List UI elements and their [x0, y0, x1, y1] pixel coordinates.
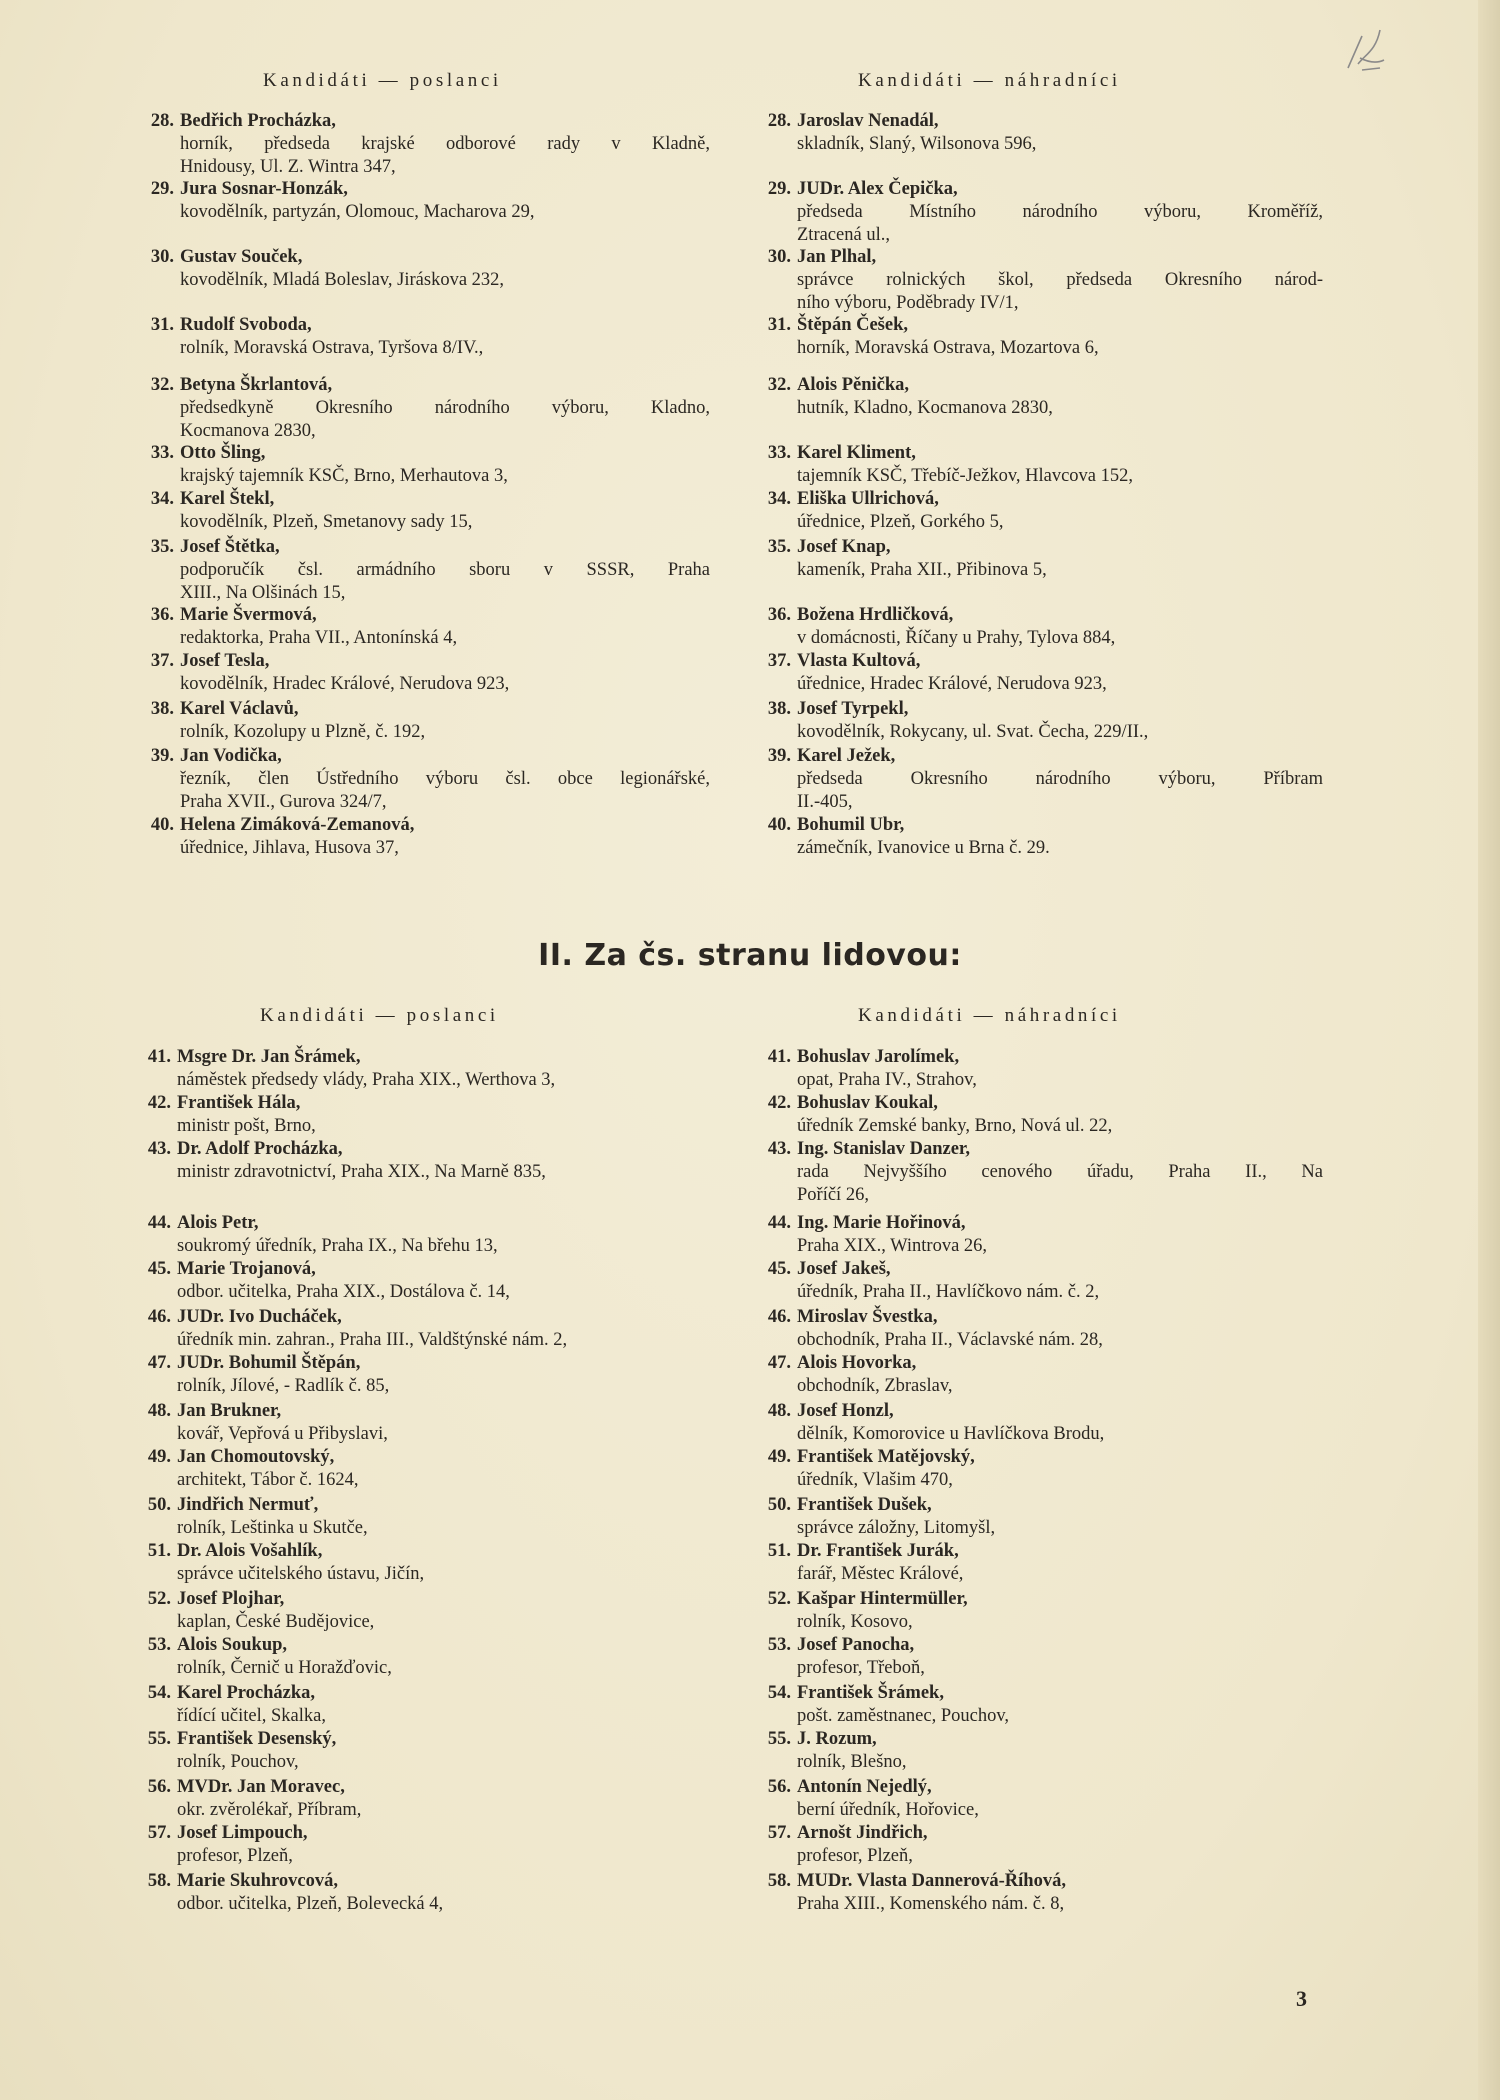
- page-number: 3: [1296, 1986, 1307, 2011]
- candidate-number: 44.: [147, 1213, 171, 1233]
- candidate-details: profesor, Třeboň,: [797, 1658, 925, 1678]
- candidate-details: odbor. učitelka, Praha XIX., Dostálova č. 14,: [177, 1282, 510, 1302]
- candidate-name: Kašpar Hintermüller,: [797, 1589, 968, 1609]
- candidate-number: 50.: [147, 1495, 171, 1515]
- candidate-entry: [147, 1494, 710, 1540]
- candidate-name: Josef Panocha,: [797, 1635, 915, 1655]
- candidate-entry: [767, 1446, 1323, 1492]
- candidate-number: 51.: [767, 1541, 791, 1561]
- candidate-name: Božena Hrdličková,: [797, 605, 954, 625]
- candidate-number: 48.: [147, 1401, 171, 1421]
- candidate-number: 28.: [150, 111, 174, 131]
- candidate-entry: [767, 1776, 1323, 1822]
- candidate-name: Karel Václavů,: [180, 699, 299, 719]
- candidate-number: 43.: [147, 1139, 171, 1159]
- candidate-entry: [767, 178, 1323, 247]
- candidate-details: hutník, Kladno, Kocmanova 2830,: [797, 398, 1053, 418]
- candidate-entry: [147, 1446, 710, 1492]
- candidate-entry: [147, 1540, 710, 1586]
- candidate-name: MUDr. Vlasta Dannerová-Říhová,: [797, 1871, 1066, 1891]
- candidate-entry: [767, 1306, 1323, 1352]
- candidate-entry: [147, 1352, 710, 1398]
- candidate-name: Otto Šling,: [180, 443, 266, 463]
- candidate-entry: [767, 536, 1323, 582]
- candidate-details: úřednice, Hradec Králové, Nerudova 923,: [797, 674, 1107, 694]
- candidate-number: 55.: [767, 1729, 791, 1749]
- candidate-details: kovodělník, Mladá Boleslav, Jiráskova 232,: [180, 270, 505, 290]
- candidate-name: Eliška Ullrichová,: [797, 489, 939, 509]
- candidate-entry: [767, 314, 1323, 360]
- candidate-details: rolník, Kosovo,: [797, 1612, 913, 1632]
- candidate-entry: [767, 1870, 1323, 1916]
- candidate-number: 52.: [767, 1589, 791, 1609]
- candidate-number: 57.: [147, 1823, 171, 1843]
- candidate-details: Hnidousy, Ul. Z. Wintra 347,: [180, 157, 396, 177]
- candidate-name: Alois Pěnička,: [797, 375, 910, 395]
- candidate-number: 51.: [147, 1541, 171, 1561]
- candidate-entry: [767, 374, 1323, 420]
- candidate-name: JUDr. Bohumil Štěpán,: [177, 1353, 361, 1373]
- candidate-name: Bohuslav Koukal,: [797, 1093, 938, 1113]
- candidate-details: Poříčí 26,: [797, 1185, 869, 1205]
- candidate-details: rolník, Moravská Ostrava, Tyršova 8/IV.,: [180, 338, 484, 358]
- candidate-name: Ing. Marie Hořinová,: [797, 1213, 966, 1233]
- candidate-name: Jan Plhal,: [797, 247, 877, 267]
- candidate-name: Jan Brukner,: [177, 1401, 282, 1421]
- candidate-details: předseda Okresního národního výboru, Příbram: [797, 769, 1323, 789]
- candidate-name: Karel Kliment,: [797, 443, 916, 463]
- candidate-number: 56.: [767, 1777, 791, 1797]
- candidate-details: rolník, Jílové, - Radlík č. 85,: [177, 1376, 390, 1396]
- candidate-number: 32.: [150, 375, 174, 395]
- candidate-details: úřednice, Jihlava, Husova 37,: [180, 838, 399, 858]
- candidate-name: Dr. Alois Vošahlík,: [177, 1541, 323, 1561]
- candidate-entry: [147, 1588, 710, 1634]
- candidate-details: redaktorka, Praha VII., Antonínská 4,: [180, 628, 458, 648]
- candidate-details: opat, Praha IV., Strahov,: [797, 1070, 977, 1090]
- candidate-name: Josef Tyrpekl,: [797, 699, 909, 719]
- candidate-entry: [147, 1634, 710, 1680]
- candidate-entry: [147, 1258, 710, 1304]
- candidate-number: 35.: [767, 537, 791, 557]
- candidate-details: rolník, Kozolupy u Plzně, č. 192,: [180, 722, 426, 742]
- candidate-details: předseda Místního národního výboru, Kroměříž,: [797, 202, 1323, 222]
- candidate-entry: [150, 698, 710, 744]
- candidate-number: 38.: [767, 699, 791, 719]
- candidate-details: kovář, Vepřová u Přibyslavi,: [177, 1424, 388, 1444]
- candidate-entry: [767, 1046, 1323, 1092]
- candidate-details: obchodník, Zbraslav,: [797, 1376, 953, 1396]
- candidate-entry: [147, 1092, 710, 1138]
- candidate-details: v domácnosti, Říčany u Prahy, Tylova 884,: [797, 628, 1116, 648]
- candidate-entry: [767, 488, 1323, 534]
- candidate-details: podporučík čsl. armádního sboru v SSSR, Praha: [180, 560, 710, 580]
- candidate-number: 28.: [767, 111, 791, 131]
- candidate-details: Praha XVII., Gurova 324/7,: [180, 792, 387, 812]
- candidate-name: Jindřich Nermuť,: [177, 1495, 319, 1515]
- candidate-details: úředník min. zahran., Praha III., Valdštýnské nám. 2,: [177, 1330, 568, 1350]
- candidate-entry: [767, 604, 1323, 650]
- candidate-number: 36.: [150, 605, 174, 625]
- candidate-details: krajský tajemník KSČ, Brno, Merhautova 3,: [180, 466, 508, 486]
- candidate-details: Praha XIX., Wintrova 26,: [797, 1236, 988, 1256]
- candidate-number: 41.: [147, 1047, 171, 1067]
- candidate-entry: [767, 1588, 1323, 1634]
- candidate-details: rolník, Černič u Horažďovic,: [177, 1658, 392, 1678]
- candidate-details: kameník, Praha XII., Přibinova 5,: [797, 560, 1047, 580]
- candidate-number: 37.: [150, 651, 174, 671]
- candidate-number: 53.: [767, 1635, 791, 1655]
- candidate-name: Jura Sosnar-Honzák,: [180, 179, 348, 199]
- candidate-details: dělník, Komorovice u Havlíčkova Brodu,: [797, 1424, 1105, 1444]
- candidate-details: úřednice, Plzeň, Gorkého 5,: [797, 512, 1004, 532]
- candidate-name: JUDr. Alex Čepička,: [797, 179, 958, 199]
- candidate-name: MVDr. Jan Moravec,: [177, 1777, 345, 1797]
- candidate-entry: [767, 1138, 1323, 1207]
- candidate-entry: [767, 745, 1323, 814]
- candidate-entry: [150, 442, 710, 488]
- candidate-entry: [767, 698, 1323, 744]
- candidate-details: berní úředník, Hořovice,: [797, 1800, 979, 1820]
- candidate-name: František Matějovský,: [797, 1447, 975, 1467]
- candidate-entry: [147, 1870, 710, 1916]
- candidate-name: Josef Štětka,: [180, 537, 280, 557]
- candidate-entry: [147, 1138, 710, 1184]
- candidate-number: 39.: [767, 746, 791, 766]
- candidate-entry: [147, 1400, 710, 1446]
- candidate-name: Miroslav Švestka,: [797, 1307, 938, 1327]
- candidate-entry: [150, 314, 710, 360]
- candidate-entry: [767, 1540, 1323, 1586]
- candidate-details: Kocmanova 2830,: [180, 421, 316, 441]
- candidate-details: horník, předseda krajské odborové rady v Kladně,: [180, 134, 710, 154]
- candidate-name: Karel Štekl,: [180, 489, 275, 509]
- candidate-entry: [767, 110, 1323, 156]
- candidate-number: 53.: [147, 1635, 171, 1655]
- candidate-entry: [150, 650, 710, 696]
- candidate-entry: [150, 178, 710, 224]
- candidate-number: 36.: [767, 605, 791, 625]
- candidate-number: 30.: [767, 247, 791, 267]
- candidate-details: kovodělník, Rokycany, ul. Svat. Čecha, 229/II.,: [797, 722, 1149, 742]
- candidate-details: kovodělník, Hradec Králové, Nerudova 923,: [180, 674, 510, 694]
- candidate-name: Karel Ježek,: [797, 746, 896, 766]
- candidate-details: architekt, Tábor č. 1624,: [177, 1470, 359, 1490]
- candidate-name: Jan Chomoutovský,: [177, 1447, 335, 1467]
- candidate-entry: [150, 374, 710, 443]
- candidate-name: Dr. František Jurák,: [797, 1541, 959, 1561]
- candidate-number: 45.: [147, 1259, 171, 1279]
- candidate-number: 40.: [150, 815, 174, 835]
- candidate-details: správce učitelského ústavu, Jičín,: [177, 1564, 425, 1584]
- candidate-name: Alois Hovorka,: [797, 1353, 917, 1373]
- candidate-name: Bohuslav Jarolímek,: [797, 1047, 960, 1067]
- candidate-details: skladník, Slaný, Wilsonova 596,: [797, 134, 1037, 154]
- candidate-entry: [150, 110, 710, 179]
- candidate-name: Jaroslav Nenadál,: [797, 111, 939, 131]
- candidate-number: 33.: [150, 443, 174, 463]
- candidate-number: 43.: [767, 1139, 791, 1159]
- candidate-entry: [767, 1352, 1323, 1398]
- candidate-number: 47.: [767, 1353, 791, 1373]
- candidate-entry: [767, 1092, 1323, 1138]
- candidate-entry: [147, 1728, 710, 1774]
- candidate-number: 42.: [147, 1093, 171, 1113]
- candidate-name: Karel Procházka,: [177, 1683, 316, 1703]
- candidate-details: řezník, člen Ústředního výboru čsl. obce legionářské,: [180, 769, 710, 789]
- candidate-name: Jan Vodička,: [180, 746, 282, 766]
- candidate-name: František Šrámek,: [797, 1683, 944, 1703]
- candidate-entry: [147, 1046, 710, 1092]
- candidate-name: František Dušek,: [797, 1495, 932, 1515]
- candidate-details: úředník, Vlašim 470,: [797, 1470, 953, 1490]
- candidate-number: 32.: [767, 375, 791, 395]
- candidate-entry: [147, 1682, 710, 1728]
- candidate-name: Josef Plojhar,: [177, 1589, 285, 1609]
- candidate-name: J. Rozum,: [797, 1729, 877, 1749]
- candidate-name: Alois Soukup,: [177, 1635, 288, 1655]
- candidate-details: kovodělník, partyzán, Olomouc, Macharova 29,: [180, 202, 535, 222]
- candidate-number: 58.: [767, 1871, 791, 1891]
- candidate-details: úředník Zemské banky, Brno, Nová ul. 22,: [797, 1116, 1113, 1136]
- candidate-details: správce rolnických škol, předseda Okresního národ-: [797, 270, 1323, 290]
- candidate-number: 49.: [767, 1447, 791, 1467]
- candidate-name: Helena Zimáková-Zemanová,: [180, 815, 415, 835]
- candidate-number: 55.: [147, 1729, 171, 1749]
- candidate-entry: [767, 1634, 1323, 1680]
- candidate-name: Ing. Stanislav Danzer,: [797, 1139, 971, 1159]
- candidate-name: Marie Skuhrovcová,: [177, 1871, 339, 1891]
- candidate-name: Gustav Souček,: [180, 247, 303, 267]
- candidate-number: 30.: [150, 247, 174, 267]
- candidate-entry: [767, 442, 1323, 488]
- candidate-entry: [767, 1728, 1323, 1774]
- candidate-entry: [767, 1682, 1323, 1728]
- candidate-details: horník, Moravská Ostrava, Mozartova 6,: [797, 338, 1099, 358]
- candidate-details: profesor, Plzeň,: [177, 1846, 293, 1866]
- candidate-name: Marie Švermová,: [180, 605, 317, 625]
- candidate-name: Josef Tesla,: [180, 651, 270, 671]
- candidate-entry: [150, 488, 710, 534]
- candidate-entry: [767, 650, 1323, 696]
- candidate-name: Marie Trojanová,: [177, 1259, 316, 1279]
- page-edge: [1478, 0, 1500, 2100]
- candidate-details: zámečník, Ivanovice u Brna č. 29.: [797, 838, 1050, 858]
- candidate-name: Rudolf Svoboda,: [180, 315, 312, 335]
- candidate-entry: [767, 1258, 1323, 1304]
- candidate-number: 52.: [147, 1589, 171, 1609]
- candidate-entry: [147, 1212, 710, 1258]
- candidate-number: 44.: [767, 1213, 791, 1233]
- candidate-number: 54.: [147, 1683, 171, 1703]
- candidate-number: 29.: [767, 179, 791, 199]
- candidate-details: rolník, Leštinka u Skutče,: [177, 1518, 368, 1538]
- candidate-details: náměstek předsedy vlády, Praha XIX., Werthova 3,: [177, 1070, 556, 1090]
- candidate-name: Josef Jakeš,: [797, 1259, 891, 1279]
- candidate-details: úředník, Praha II., Havlíčkovo nám. č. 2,: [797, 1282, 1100, 1302]
- candidate-name: František Hála,: [177, 1093, 301, 1113]
- candidate-entry: [767, 246, 1323, 315]
- candidate-entry: [767, 1822, 1323, 1868]
- candidate-entry: [150, 604, 710, 650]
- candidate-number: 33.: [767, 443, 791, 463]
- candidate-details: rolník, Pouchov,: [177, 1752, 299, 1772]
- candidate-details: správce záložny, Litomyšl,: [797, 1518, 996, 1538]
- candidate-entry: [147, 1822, 710, 1868]
- candidate-entry: [147, 1776, 710, 1822]
- candidate-number: 45.: [767, 1259, 791, 1279]
- candidate-name: JUDr. Ivo Ducháček,: [177, 1307, 342, 1327]
- candidate-number: 47.: [147, 1353, 171, 1373]
- candidate-name: Bedřich Procházka,: [180, 111, 336, 131]
- candidate-details: ministr pošt, Brno,: [177, 1116, 316, 1136]
- candidate-entry: [767, 1212, 1323, 1258]
- candidate-name: Štěpán Češek,: [797, 315, 909, 335]
- candidate-number: 35.: [150, 537, 174, 557]
- candidate-name: Bohumil Ubr,: [797, 815, 905, 835]
- candidate-details: ního výboru, Poděbrady IV/1,: [797, 293, 1019, 313]
- candidate-details: Praha XIII., Komenského nám. č. 8,: [797, 1894, 1065, 1914]
- candidate-number: 29.: [150, 179, 174, 199]
- candidate-name: Antonín Nejedlý,: [797, 1777, 932, 1797]
- candidate-number: 39.: [150, 746, 174, 766]
- candidate-name: Dr. Adolf Procházka,: [177, 1139, 343, 1159]
- header-deputies-top: Kandidáti — poslanci: [263, 70, 502, 91]
- candidate-number: 40.: [767, 815, 791, 835]
- candidate-number: 56.: [147, 1777, 171, 1797]
- candidate-number: 58.: [147, 1871, 171, 1891]
- handwritten-mark-icon: [1340, 24, 1390, 84]
- candidate-details: XIII., Na Olšinách 15,: [180, 583, 346, 603]
- candidate-number: 46.: [147, 1307, 171, 1327]
- candidate-details: II.-405,: [797, 792, 853, 812]
- candidate-number: 49.: [147, 1447, 171, 1467]
- candidate-details: kovodělník, Plzeň, Smetanovy sady 15,: [180, 512, 473, 532]
- candidate-details: rolník, Blešno,: [797, 1752, 907, 1772]
- header-substitutes-bottom: Kandidáti — náhradníci: [858, 1005, 1121, 1026]
- candidate-details: profesor, Plzeň,: [797, 1846, 913, 1866]
- candidate-entry: [150, 536, 710, 605]
- candidate-number: 46.: [767, 1307, 791, 1327]
- candidate-number: 42.: [767, 1093, 791, 1113]
- candidate-details: pošt. zaměstnanec, Pouchov,: [797, 1706, 1010, 1726]
- candidate-entry: [147, 1306, 710, 1352]
- candidate-name: Alois Petr,: [177, 1213, 259, 1233]
- candidate-details: ministr zdravotnictví, Praha XIX., Na Marně 835,: [177, 1162, 546, 1182]
- candidate-name: František Desenský,: [177, 1729, 337, 1749]
- candidate-entry: [150, 246, 710, 292]
- candidate-name: Josef Honzl,: [797, 1401, 894, 1421]
- candidate-details: předsedkyně Okresního národního výboru, Kladno,: [180, 398, 710, 418]
- candidate-details: řídící učitel, Skalka,: [177, 1706, 326, 1726]
- candidate-details: tajemník KSČ, Třebíč-Ježkov, Hlavcova 152,: [797, 466, 1133, 486]
- candidate-name: Betyna Škrlantová,: [180, 375, 333, 395]
- candidate-number: 38.: [150, 699, 174, 719]
- candidate-details: okr. zvěrolékař, Příbram,: [177, 1800, 362, 1820]
- candidate-entry: [150, 745, 710, 814]
- candidate-number: 34.: [767, 489, 791, 509]
- handwritten-mark: [1340, 24, 1390, 89]
- candidate-name: Arnošt Jindřich,: [797, 1823, 928, 1843]
- candidate-details: rada Nejvyššího cenového úřadu, Praha II., Na: [797, 1162, 1323, 1182]
- header-substitutes-top: Kandidáti — náhradníci: [858, 70, 1121, 91]
- candidate-number: 54.: [767, 1683, 791, 1703]
- header-deputies-bottom: Kandidáti — poslanci: [260, 1005, 499, 1026]
- candidate-number: 48.: [767, 1401, 791, 1421]
- candidate-entry: [767, 1494, 1323, 1540]
- candidate-name: Vlasta Kultová,: [797, 651, 921, 671]
- candidate-entry: [767, 1400, 1323, 1446]
- candidate-number: 50.: [767, 1495, 791, 1515]
- candidate-number: 41.: [767, 1047, 791, 1067]
- candidate-number: 57.: [767, 1823, 791, 1843]
- candidate-details: farář, Městec Králové,: [797, 1564, 964, 1584]
- candidate-number: 37.: [767, 651, 791, 671]
- candidate-details: obchodník, Praha II., Václavské nám. 28,: [797, 1330, 1103, 1350]
- candidate-details: kaplan, České Budějovice,: [177, 1612, 375, 1632]
- section-title: II. Za čs. stranu lidovou:: [538, 938, 962, 973]
- candidate-number: 31.: [150, 315, 174, 335]
- candidate-name: Josef Limpouch,: [177, 1823, 308, 1843]
- candidate-details: odbor. učitelka, Plzeň, Bolevecká 4,: [177, 1894, 444, 1914]
- candidate-name: Josef Knap,: [797, 537, 891, 557]
- candidate-number: 34.: [150, 489, 174, 509]
- candidate-entry: [767, 814, 1323, 860]
- candidate-entry: [150, 814, 710, 860]
- candidate-name: Msgre Dr. Jan Šrámek,: [177, 1047, 361, 1067]
- candidate-details: Ztracená ul.,: [797, 225, 890, 245]
- candidate-number: 31.: [767, 315, 791, 335]
- candidate-details: soukromý úředník, Praha IX., Na břehu 13,: [177, 1236, 498, 1256]
